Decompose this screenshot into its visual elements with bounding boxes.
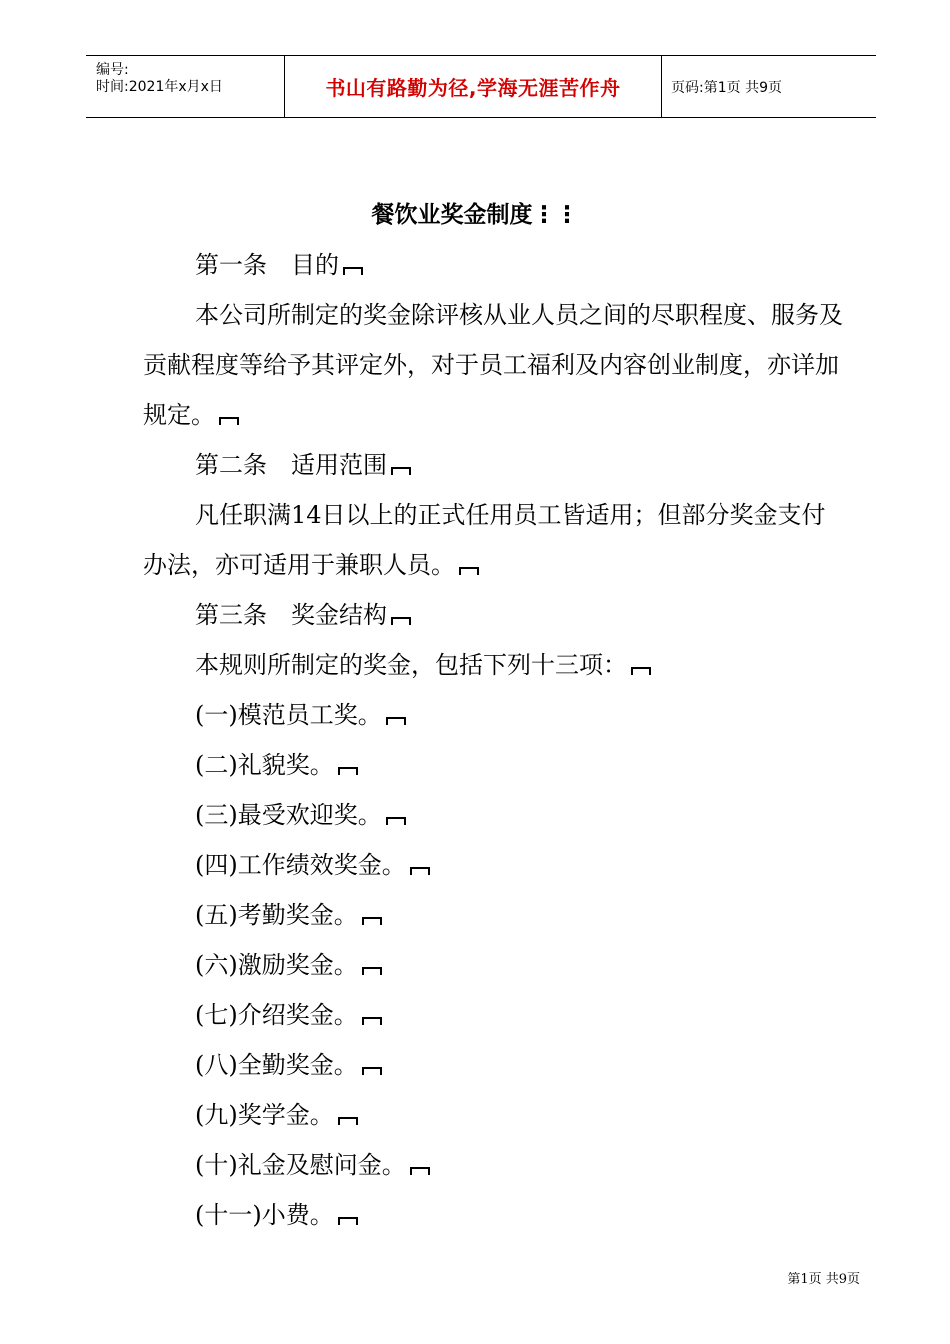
- number-label: 编号:: [96, 62, 129, 78]
- paragraph-mark-icon: [362, 1067, 382, 1075]
- page-header: [86, 55, 876, 118]
- paragraph-mark-icon: [338, 767, 358, 775]
- list-item: (十)礼金及慰问金。: [195, 1140, 895, 1190]
- article-1-body: 本公司所制定的奖金除评核从业人员之间的尽职程度、服务及贡献程度等给予其评定外，对于员工福利及内容创业制度，亦详加规定。: [143, 301, 843, 429]
- list-item: (一)模范员工奖。: [195, 690, 895, 740]
- paragraph-mark-icon: [362, 967, 382, 975]
- header-page-cell: [662, 56, 876, 117]
- paragraph-mark-icon: [338, 1117, 358, 1125]
- header-motto-cell: [284, 56, 662, 117]
- paragraph-mark-icon: [631, 667, 651, 675]
- paragraph-mark-icon: [362, 917, 382, 925]
- paragraph-mark-icon: [338, 1217, 358, 1225]
- header-meta: [86, 56, 284, 117]
- time-label: 时间:2021年x月x日: [96, 79, 223, 95]
- paragraph-mark-icon: [386, 717, 406, 725]
- article-3-intro: 本规则所制定的奖金，包括下列十三项：: [195, 640, 895, 690]
- paragraph-mark-icon: [410, 1167, 430, 1175]
- paragraph-mark-icon: [386, 817, 406, 825]
- list-item: (十一)小费。: [195, 1190, 895, 1240]
- paragraph-mark-icon: [343, 267, 363, 275]
- article-1-heading: 第一条 目的: [195, 240, 895, 290]
- paragraph-mark-icon: [362, 1017, 382, 1025]
- page-footer: 第1页 共9页: [787, 1272, 860, 1287]
- motto-text: 书山有路勤为径,学海无涯苦作舟: [325, 76, 621, 100]
- list-item: (二)礼貌奖。: [195, 740, 895, 790]
- paragraph-mark-icon: [219, 417, 239, 425]
- list-item: (八)全勤奖金。: [195, 1040, 895, 1090]
- paragraph-mark-icon: [391, 617, 411, 625]
- article-3-heading: 第三条 奖金结构: [195, 590, 895, 640]
- list-item: (三)最受欢迎奖。: [195, 790, 895, 840]
- article-2-body: 凡任职满14日以上的正式任用员工皆适用；但部分奖金支付办法，亦可适用于兼职人员。: [143, 501, 826, 579]
- list-item: (六)激励奖金。: [195, 940, 895, 990]
- paragraph-mark-icon: [459, 567, 479, 575]
- list-item: (九)奖学金。: [195, 1090, 895, 1140]
- list-item: (七)介绍奖金。: [195, 990, 895, 1040]
- header-page-label: 页码:第1页 共9页: [671, 79, 782, 96]
- list-item: (四)工作绩效奖金。: [195, 840, 895, 890]
- list-item: (五)考勤奖金。: [195, 890, 895, 940]
- paragraph-mark-icon: [391, 467, 411, 475]
- document-title: 餐饮业奖金制度⋮⋮: [371, 202, 579, 228]
- article-2-heading: 第二条 适用范围: [195, 440, 895, 490]
- paragraph-mark-icon: [410, 867, 430, 875]
